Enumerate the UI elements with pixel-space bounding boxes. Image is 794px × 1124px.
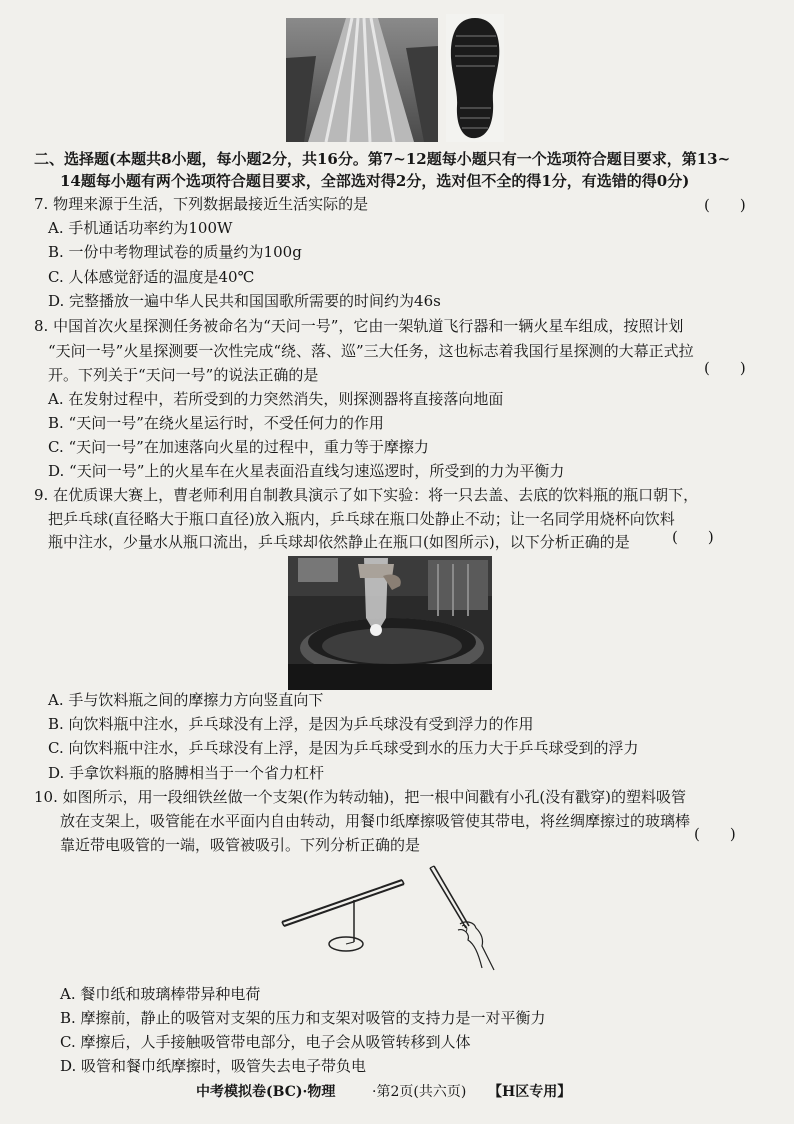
q10-stem-line1: 10. 如图所示，用一段细铁丝做一个支架(作为转动轴)，把一根中间戳有小孔(没有戳穿)的塑料吸管 [34, 788, 687, 806]
q7-option-c: C. 人体感觉舒适的温度是40℃ [48, 268, 255, 286]
q8-option-b: B. “天问一号”在绕火星运行时，不受任何力的作用 [48, 414, 384, 432]
footer-region: 【H区专用】 [488, 1084, 572, 1100]
bottle-pingpong-photo [288, 556, 492, 690]
shoe-sole-photo [446, 14, 504, 142]
footer-exam-title: 中考模拟卷(BC)·物理 [196, 1084, 336, 1100]
q9-option-b: B. 向饮料瓶中注水，乒乓球没有上浮，是因为乒乓球没有受到浮力的作用 [48, 715, 534, 733]
q9-option-d: D. 手拿饮料瓶的胳膊相当于一个省力杠杆 [48, 764, 325, 782]
q9-option-c: C. 向饮料瓶中注水，乒乓球没有上浮，是因为乒乓球受到水的压力大于乒乓球受到的浮力 [48, 739, 639, 757]
footer-page-number: ·第2页(共六页) [372, 1084, 467, 1100]
q9-stem-line2: 把乒乓球(直径略大于瓶口直径)放入瓶内，乒乓球在瓶口处静止不动；让一名同学用烧杯向饮料 [48, 510, 675, 528]
q7-option-d: D. 完整播放一遍中华人民共和国国歌所需要的时间约为46s [48, 292, 441, 310]
q7-stem: 7. 物理来源于生活，下列数据最接近生活实际的是 [34, 195, 369, 213]
q9-stem-line1: 9. 在优质课大赛上，曹老师利用自制教具演示了如下实验：将一只去盖、去底的饮料瓶的瓶口朝下， [34, 486, 699, 504]
q8-option-a: A. 在发射过程中，若所受到的力突然消失，则探测器将直接落向地面 [48, 390, 504, 408]
q8-answer-paren: ( ) [704, 359, 746, 377]
q7-option-b: B. 一份中考物理试卷的质量约为100g [48, 243, 302, 261]
section-header-line1: 二、选择题(本题共8小题，每小题2分，共16分。第7~12题每小题只有一个选项符合题目要求，第13~ [34, 150, 731, 168]
section-header-line2: 14题每小题有两个选项符合题目要求，全部选对得2分，选对但不全的得1分，有选错的得0分) [60, 172, 690, 190]
q10-option-c: C. 摩擦后，人手接触吸管带电部分，电子会从吸管转移到人体 [60, 1033, 471, 1051]
q9-option-a: A. 手与饮料瓶之间的摩擦力方向竖直向下 [48, 691, 324, 709]
q10-answer-paren: ( ) [694, 825, 736, 843]
q8-stem-line3: 开。下列关于“天问一号”的说法正确的是 [48, 366, 319, 384]
q10-option-d: D. 吸管和餐巾纸摩擦时，吸管失去电子带负电 [60, 1057, 367, 1075]
q8-stem-line1: 8. 中国首次火星探测任务被命名为“天问一号”，它由一架轨道飞行器和一辆火星车组成，按照计划 [34, 317, 684, 335]
q10-stem-line3: 靠近带电吸管的一端，吸管被吸引。下列分析正确的是 [60, 836, 421, 854]
q8-stem-line2: “天问一号”火星探测要一次性完成“绕、落、巡”三大任务，这也标志着我国行星探测的大幕正式拉 [48, 342, 694, 360]
q8-option-d: D. “天问一号”上的火星车在火星表面沿直线匀速巡逻时，所受到的力为平衡力 [48, 462, 565, 480]
q9-stem-line3: 瓶中注水，少量水从瓶口流出，乒乓球却依然静止在瓶口(如图所示)，以下分析正确的是 [48, 533, 630, 551]
straw-rod-diagram [270, 858, 510, 980]
q10-option-a: A. 餐巾纸和玻璃棒带异种电荷 [60, 985, 261, 1003]
tactile-paving-photo [286, 18, 438, 142]
q7-option-a: A. 手机通话功率约为100W [48, 219, 233, 237]
q10-stem-line2: 放在支架上，吸管能在水平面内自由转动，用餐巾纸摩擦吸管使其带电，将丝绸摩擦过的玻璃棒 [60, 812, 691, 830]
q7-answer-paren: ( ) [704, 196, 746, 214]
q9-answer-paren: ( ) [672, 528, 714, 546]
q8-option-c: C. “天问一号”在加速落向火星的过程中，重力等于摩擦力 [48, 438, 429, 456]
q10-option-b: B. 摩擦前，静止的吸管对支架的压力和支架对吸管的支持力是一对平衡力 [60, 1009, 546, 1027]
